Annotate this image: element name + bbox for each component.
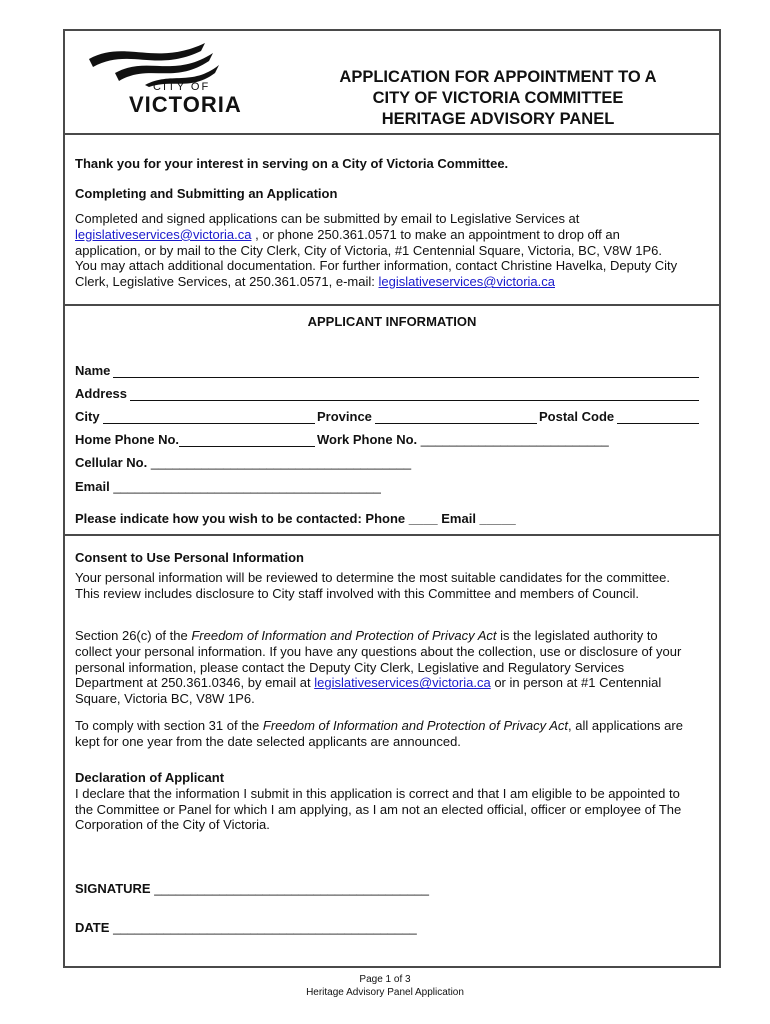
consent-paragraph-2: Section 26(c) of the Freedom of Information and Protection of Privacy Act is the legislated authority to collect your personal information. If you have any questions about the collection, use or disclosure of your personal information, please contact the Deputy City Clerk, Legislative and Regulatory Services Department at 250.361.0346, by email at legislativeservices@victoria.ca or in person at #1 Centennial Square, Victoria BC, V8W 1P6.	[75, 628, 682, 707]
signature-field[interactable]: SIGNATURE ______________________________________	[75, 881, 429, 896]
logo-victoria: VICTORIA	[129, 92, 242, 117]
declaration: Declaration of Applicant I declare that the information I submit in this application is correct and that I am eligible to be appointed to the Committee or Panel for which I am applying, as I am not an elected official, officer or employee of The Corporation of the City of Victoria.	[75, 770, 715, 833]
page-title	[303, 67, 693, 130]
cellular-field[interactable]: Cellular No. ____________________________________	[75, 455, 412, 470]
applicant-heading: APPLICANT INFORMATION	[307, 314, 477, 329]
wave-icon	[85, 37, 250, 87]
email-link[interactable]: legislativeservices@victoria.ca	[75, 226, 252, 242]
date-field[interactable]: DATE __________________________________________	[75, 920, 417, 935]
page-number: Page 1 of 3	[359, 974, 411, 985]
header-section	[65, 31, 719, 135]
form-frame	[63, 29, 721, 968]
home-phone-field[interactable]: Home Phone No.	[75, 432, 315, 447]
address-field[interactable]: Address	[75, 386, 699, 401]
contact-preference[interactable]: Please indicate how you wish to be contacted: Phone ____ Email _____	[75, 511, 516, 526]
title-line-3: HERITAGE ADVISORY PANEL	[381, 110, 615, 128]
city-logo	[85, 37, 250, 117]
title-line-1: APPLICATION FOR APPOINTMENT TO A	[339, 68, 657, 86]
name-field[interactable]: Name	[75, 363, 699, 378]
consent-paragraph-3: To comply with section 31 of the Freedom of Information and Protection of Privacy Act, all applications are kept for one year from the date selected applicants are announced.	[75, 718, 683, 749]
consent-paragraph-1: Your personal information will be reviewed to determine the most suitable candidates for the committee. This review includes disclosure to City staff involved with this Committee and members of Council.	[75, 570, 670, 601]
thanks-text: Thank you for your interest in serving on a City of Victoria Committee.	[75, 156, 509, 171]
province-field[interactable]: Province	[317, 409, 537, 424]
title-line-2: CITY OF VICTORIA COMMITTEE	[372, 89, 624, 107]
consent-section	[65, 536, 719, 966]
logo-city-of: CITY OF	[153, 81, 211, 93]
submission-paragraph: Completed and signed applications can be submitted by email to Legislative Services at legislativeservices@victoria.ca , or phone 250.361.0571 to make an appointment to drop off an application, or by mail to the City Clerk, City of Victoria, #1 Centennial Square, Victoria, BC, V8W 1P6. You may attach additional documentation. For further information, contact Christine Havelka, Deputy City Clerk, Legislative Services, at 250.361.0571, e-mail: legislativeservices@victoria.ca	[75, 211, 678, 290]
applicant-section	[65, 306, 719, 536]
email-link-2[interactable]: legislativeservices@victoria.ca	[378, 274, 555, 290]
work-phone-field[interactable]: Work Phone No. __________________________	[317, 432, 609, 447]
declaration-heading: Declaration of Applicant	[75, 770, 225, 785]
consent-heading: Consent to Use Personal Information	[75, 550, 304, 565]
submission-heading: Completing and Submitting an Application	[75, 186, 338, 201]
email-field[interactable]: Email _____________________________________	[75, 479, 381, 494]
email-link-3[interactable]: legislativeservices@victoria.ca	[314, 675, 491, 691]
document-name: Heritage Advisory Panel Application	[306, 987, 464, 998]
city-field[interactable]: City	[75, 409, 315, 424]
postal-code-field[interactable]: Postal Code	[539, 409, 699, 424]
intro-section	[65, 135, 719, 306]
